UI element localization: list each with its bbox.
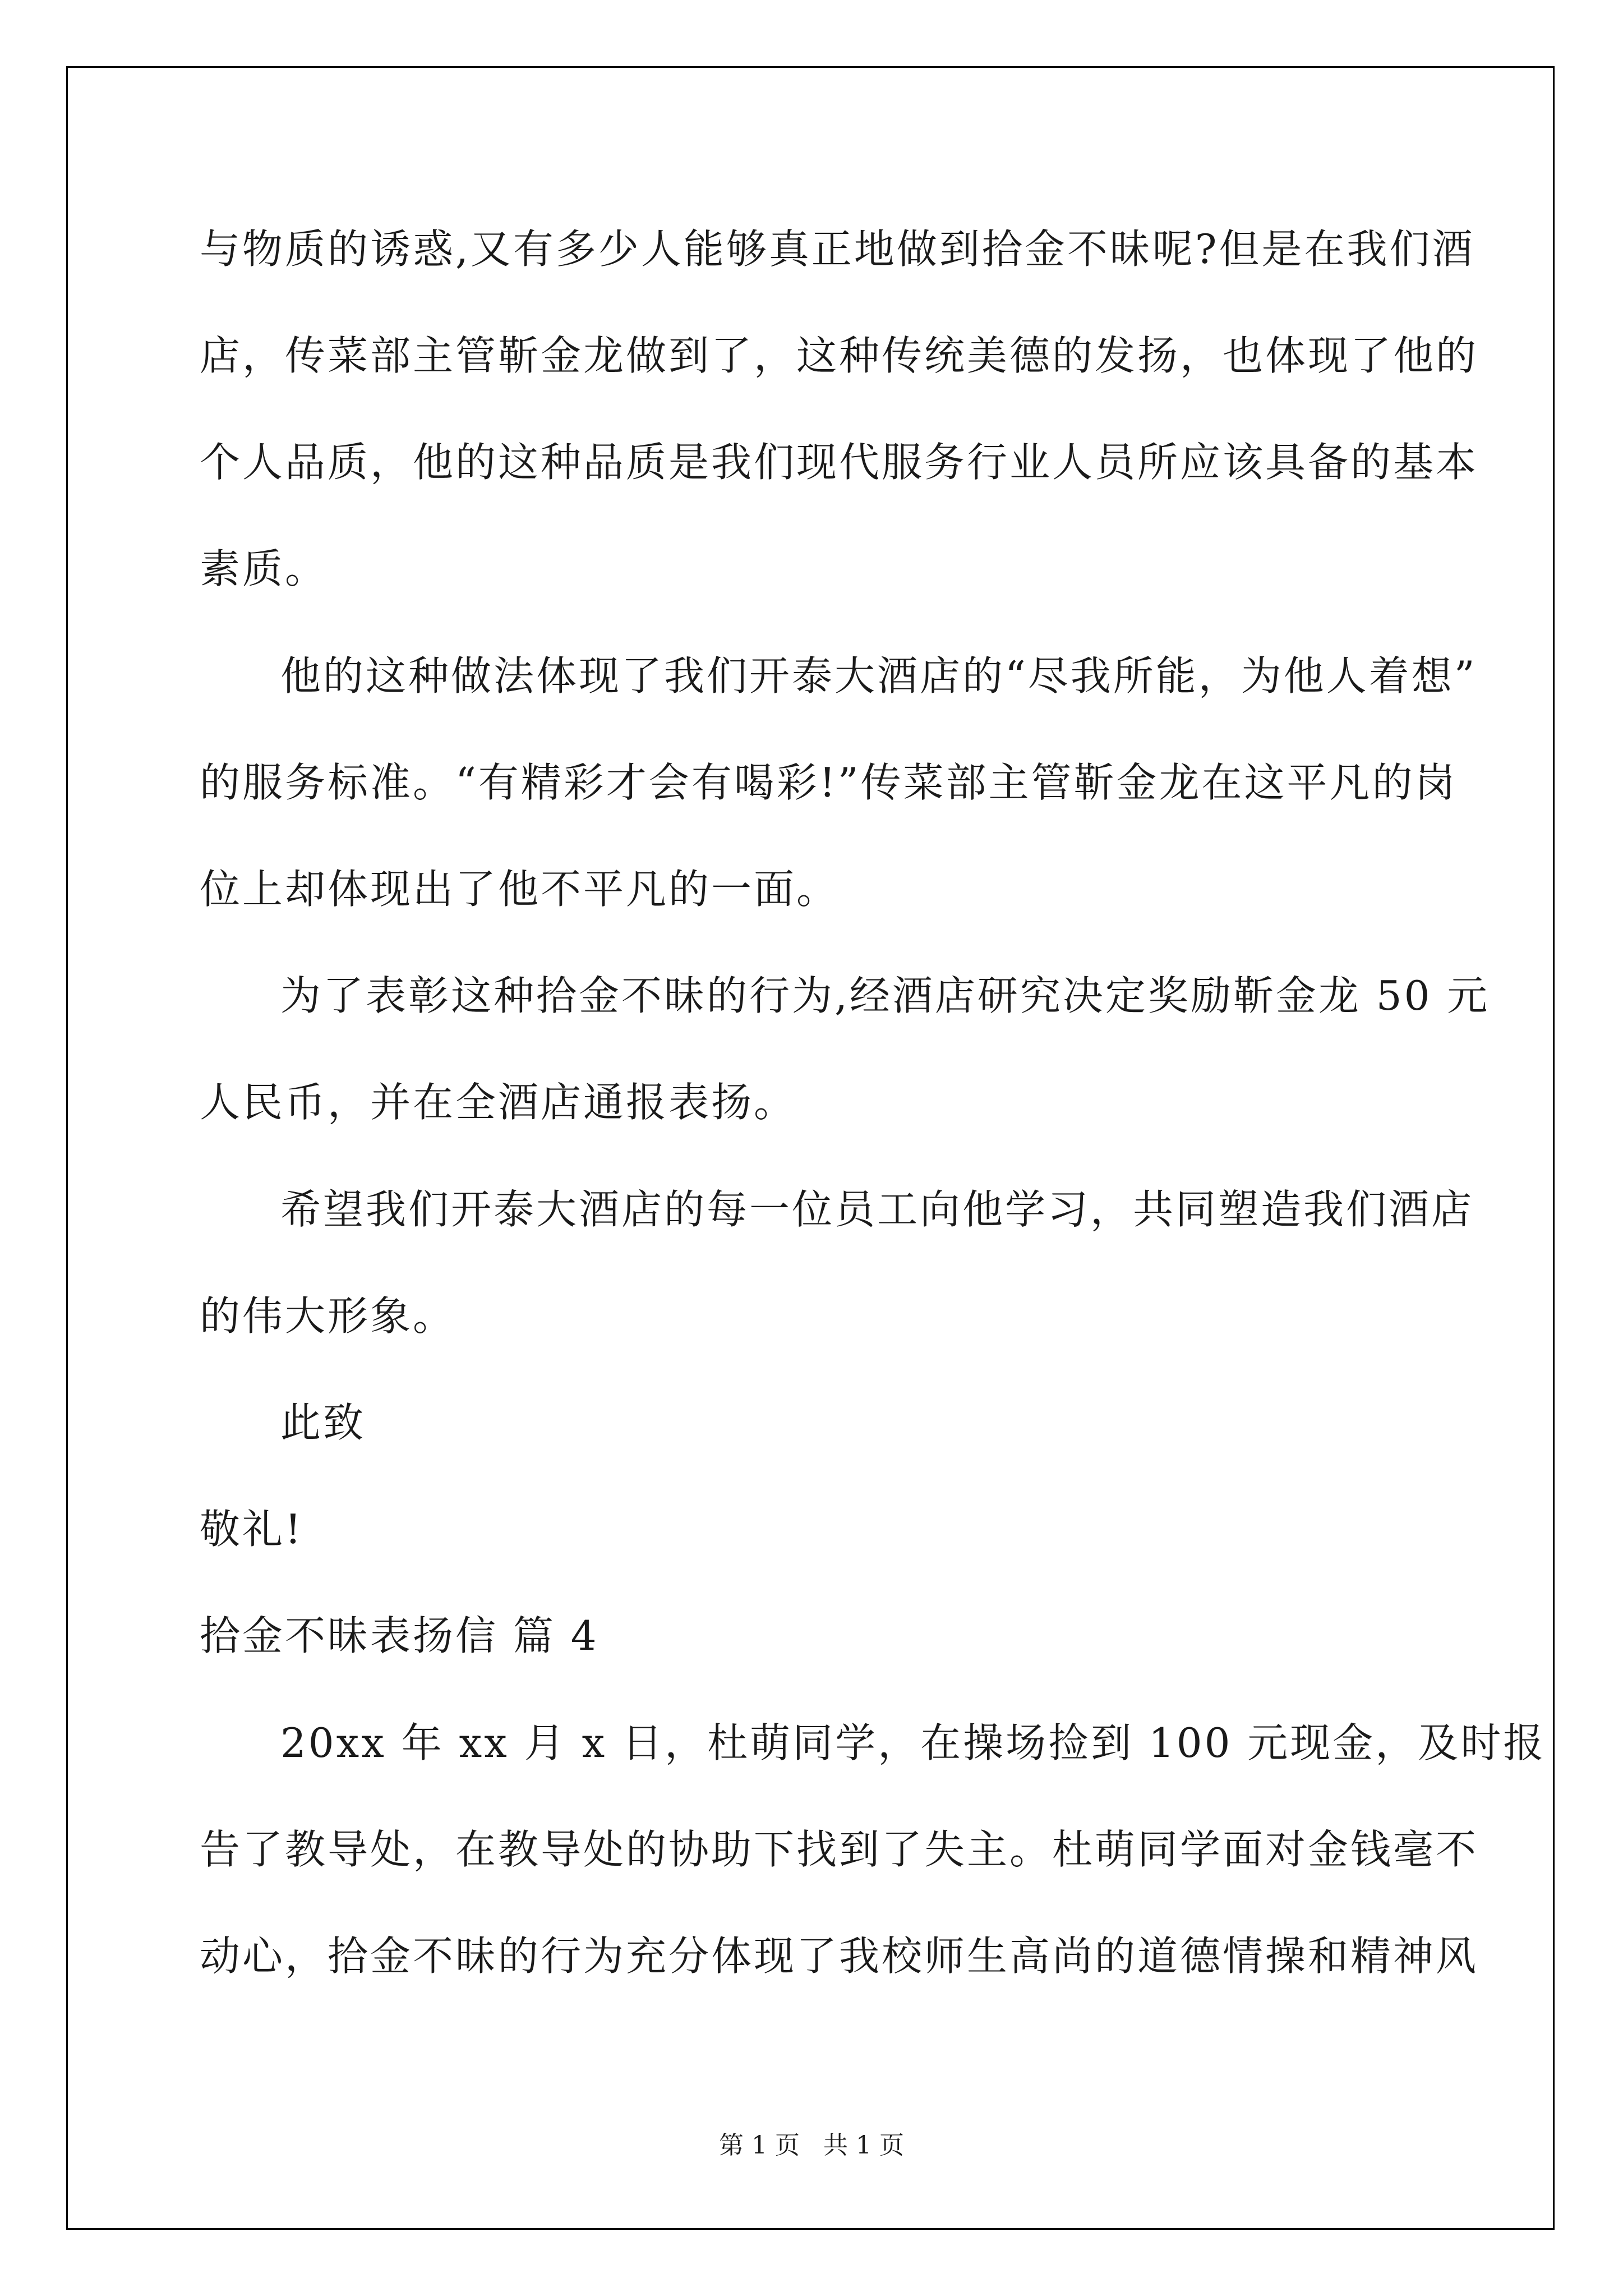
text-line: 素质。 bbox=[200, 545, 328, 592]
text-line: 人民币，并在全酒店通报表扬。 bbox=[200, 1079, 797, 1126]
text-line: 20xx 年 xx 月 x 日，杜萌同学，在操场捡到 100 元现金，及时报 bbox=[280, 1719, 1546, 1766]
closing-regards: 敬礼! bbox=[200, 1506, 303, 1553]
text-line: 位上却体现出了他不平凡的一面。 bbox=[200, 866, 840, 913]
text-line: 的伟大形象。 bbox=[200, 1292, 456, 1340]
section-heading: 拾金不昧表扬信 篇 4 bbox=[200, 1612, 599, 1659]
text-line: 与物质的诱惑,又有多少人能够真正地做到拾金不昧呢?但是在我们酒 bbox=[200, 226, 1475, 273]
text-line: 个人品质，他的这种品质是我们现代服务行业人员所应该具备的基本 bbox=[200, 439, 1479, 486]
text-line: 他的这种做法体现了我们开泰大酒店的“尽我所能，为他人着想” bbox=[280, 652, 1477, 700]
text-line: 为了表彰这种拾金不昧的行为,经酒店研究决定奖励靳金龙 50 元 bbox=[280, 972, 1490, 1019]
text-line: 告了教导处，在教导处的协助下找到了失主。杜萌同学面对金钱毫不 bbox=[200, 1826, 1479, 1873]
page-number-footer: 第 1 页 共 1 页 bbox=[719, 2131, 904, 2160]
closing-salutation: 此致 bbox=[280, 1399, 366, 1446]
text-line: 希望我们开泰大酒店的每一位员工向他学习，共同塑造我们酒店 bbox=[280, 1186, 1474, 1233]
page-frame bbox=[66, 66, 1555, 2230]
text-line: 动心，拾金不昧的行为充分体现了我校师生高尚的道德情操和精神风 bbox=[200, 1932, 1479, 1980]
text-line: 店，传菜部主管靳金龙做到了，这种传统美德的发扬，也体现了他的 bbox=[200, 332, 1479, 379]
text-line: 的服务标准。“有精彩才会有喝彩!”传菜部主管靳金龙在这平凡的岗 bbox=[200, 759, 1458, 806]
